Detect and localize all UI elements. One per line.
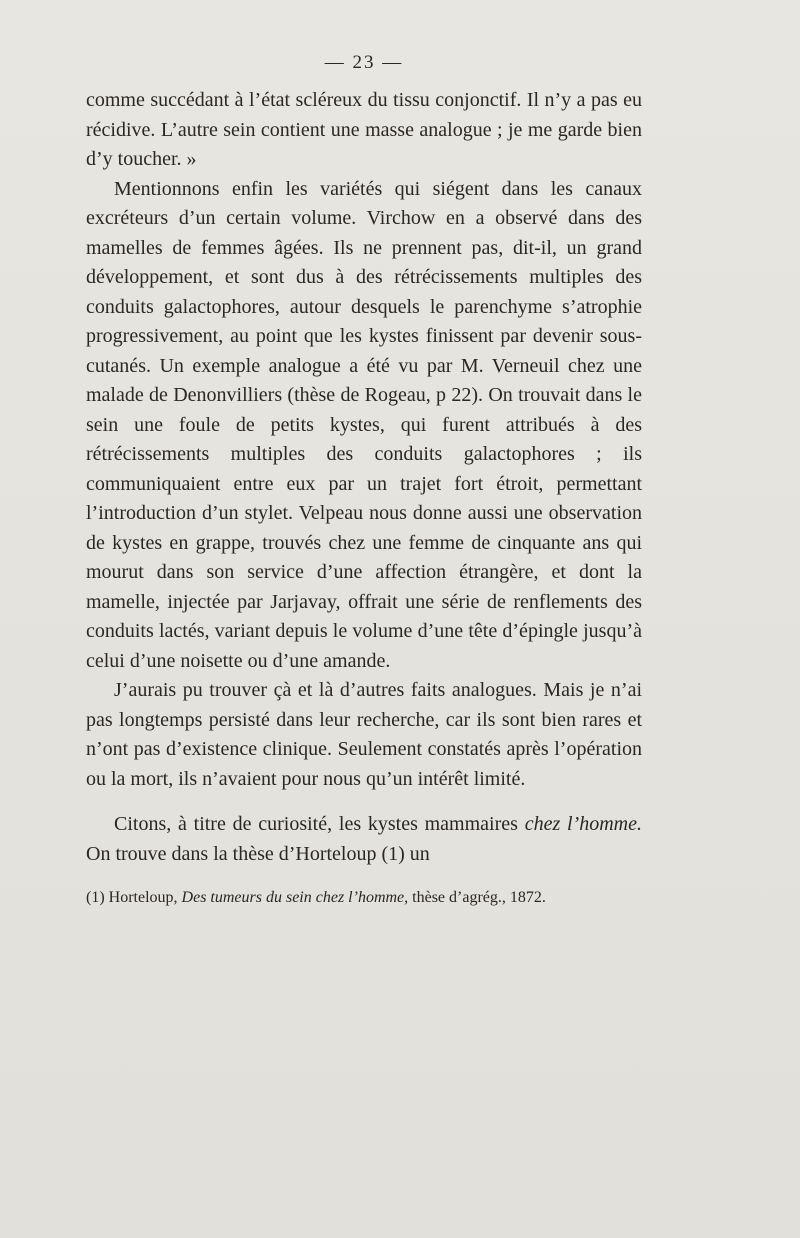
paragraph-canaux-excreteurs: Mentionnons enfin les variétés qui siégent dans les canaux excréteurs d’un certain volume. Virchow en a observé dans des mamelles de femmes âgées. Ils ne prennent pas, dit-il, un grand développement, et sont dus à des rétrécissements multiples des conduits galactophores, autour desquels le parenchyme s’atrophie progressivement, au point que les kystes finissent par devenir sous-cutanés. Un exemple analogue a été vu par M. Verneuil chez une malade de Denonvilliers (thèse de Rogeau, p 22). On trouvait dans le sein une foule de petits kystes, qui furent attribués à des rétrécissements multiples des conduits galactophores ; ils communiquaient entre eux par un trajet fort étroit, permettant l’introduction d’un stylet. Velpeau nous donne aussi une observation de kystes en grappe, trouvés chez une femme de cinquante ans qui mourut dans son service d’une affection étrangère, et dont la mamelle, injectée par Jarjavay, offrait une série de renflements des conduits lactés, variant depuis le volume d’une tête d’épingle jusqu’à celui d’une noisette ou d’une amande. [86, 177, 642, 672]
page-number: — 23 — [324, 52, 404, 73]
paragraph-italic-text: chez l’homme. [524, 813, 642, 835]
footnote-separator [86, 869, 642, 879]
paragraph-continuation: comme succédant à l’état scléreux du tissu conjonctif. Il n’y a pas eu récidive. L’autre sein contient une masse analogue ; je me garde bien d’y toucher. » [86, 89, 642, 170]
paragraph-faits-analogues: J’aurais pu trouver çà et là d’autres faits analogues. Mais je n’ai pas longtemps persisté dans leur recherche, car ils sont bien rares et n’ont pas d’existence clinique. Seulement constatés après l’opération ou la mort, ils n’avaient pour nous qu’un intérêt limité. [86, 679, 642, 790]
paragraph-text-after: On trouve dans la thèse d’Horteloup (1) un [86, 842, 430, 865]
paragraph-text-before: Citons, à titre de curiosité, les kystes mammaires [114, 813, 525, 835]
footnote-title: Des tumeurs du sein chez l’homme, [181, 889, 409, 906]
footnote [86, 887, 642, 909]
footnote-details: thèse d’agrég., 1872. [408, 889, 546, 906]
paragraph-kystes-homme [86, 810, 642, 869]
footnote-number-author: (1) Horteloup, [86, 889, 182, 906]
